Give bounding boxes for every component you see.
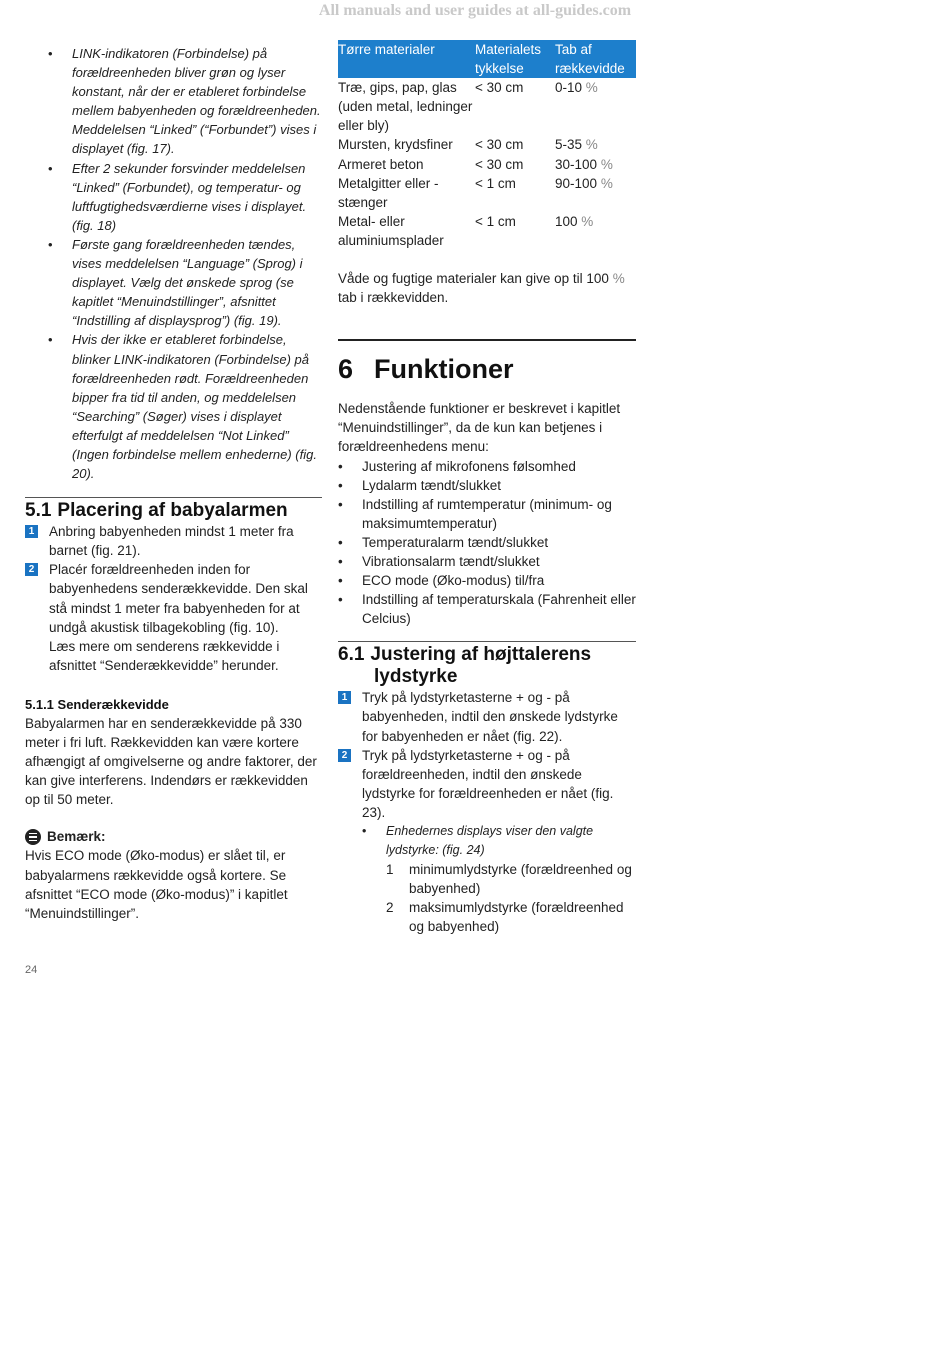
list-item: • ECO mode (Øko-modus) til/fra: [338, 571, 636, 590]
subsection-heading-5-1-1: 5.1.1 Senderækkevidde: [25, 696, 169, 712]
column-header-material: Tørre materialer: [338, 40, 475, 78]
list-item: • LINK-indikatoren (Forbindelse) på forældreenheden bliver grøn og lyser konstant, når der er etableret forbindelse mellem babyenheden og forældreenheden. Meddelelsen “Linked” (“Forbundet”) vises i displayet (fig. 17).: [25, 44, 322, 159]
note-icon: [25, 829, 41, 845]
table-row: [338, 78, 636, 135]
table-row: [338, 135, 636, 154]
table-row: [338, 174, 636, 212]
chapter-divider: [338, 339, 636, 341]
table-cell: Armeret beton: [338, 156, 424, 172]
column-header-thickness: Materialets tykkelse: [475, 40, 555, 78]
step-number-badge: 2: [338, 749, 351, 762]
table-cell: < 30 cm: [475, 156, 524, 172]
list-item: • Justering af mikrofonens følsomhed: [338, 457, 636, 476]
table-cell: Metalgitter eller -stænger: [338, 175, 439, 210]
list-item: • Hvis der ikke er etableret forbindelse, blinker LINK-indikatoren (Forbindelse) på forældreenheden rødt. Forældreenheden bipper fra tid til anden, og meddelelsen “Searching” (Søger) vises i displayet efterfulgt af meddelelsen “Not Linked” (Ingen forbindelse mellem enhederne) (fig. 20).: [25, 330, 322, 483]
section-divider: [25, 497, 322, 498]
note-text: Hvis ECO mode (Øko-modus) er slået til, er babyalarmens rækkevidde også kortere. Se afsnittet “ECO mode (Øko-modus)” i kapitlet “Menuindstillinger”.: [25, 848, 288, 921]
materials-table: [338, 40, 636, 250]
page-number: 24: [25, 964, 38, 976]
section-divider: [338, 641, 636, 642]
wet-materials-note: Våde og fugtige materialer kan give op til 100 % tab i rækkevidden.: [338, 271, 625, 306]
chapter-heading-6: 6 Funktioner: [338, 354, 514, 385]
list-item: • Efter 2 sekunder forsvinder meddelelsen “Linked” (Forbundet), og temperatur- og luftfugtighedsværdierne vises i displayet. (fig. 18): [25, 159, 322, 235]
step-extra-text: Læs mere om senderens rækkevidde i afsnittet “Senderækkevidde” herunder.: [49, 638, 280, 673]
placement-steps: [25, 522, 322, 675]
list-item: 2 maksimumlydstyrke (forældreenhed og babyenhed): [386, 900, 624, 935]
step-item: 2 Tryk på lydstyrketasterne + og - på forældreenheden, indtil den ønskede lydstyrke for forældreenheden er nået (fig. 23).: [338, 746, 636, 822]
note-heading: Bemærk:: [25, 827, 322, 846]
table-cell: < 1 cm: [475, 175, 516, 191]
list-item: • Temperaturalarm tændt/slukket: [338, 533, 636, 552]
step-item: 1 Tryk på lydstyrketasterne + og - på babyenheden, indtil den ønskede lydstyrke for babyenheden er nået (fig. 22).: [338, 688, 636, 745]
table-cell: 0-10 %: [555, 80, 598, 96]
section-heading-5-1: 5.1 Placering af babyalarmen: [25, 500, 288, 522]
list-item: 1 minimumlydstyrke (forældreenhed og babyenhed): [386, 862, 632, 897]
step-number-badge: 2: [25, 563, 38, 576]
functions-list: [338, 457, 636, 629]
section-heading-6-1: 6.1 Justering af højttalerens lydstyrke: [338, 644, 592, 688]
table-cell: < 1 cm: [475, 213, 516, 229]
list-item: • Vibrationsalarm tændt/slukket: [338, 552, 636, 571]
table-cell: < 30 cm: [475, 80, 524, 96]
table-cell: Mursten, krydsfiner: [338, 137, 453, 153]
left-column: [25, 44, 322, 923]
volume-steps: [338, 688, 636, 822]
step-item: 1 Anbring babyenheden mindst 1 meter fra barnet (fig. 21).: [25, 522, 322, 560]
functions-intro: Nedenstående funktioner er beskrevet i kapitlet “Menuindstillinger”, da de kun kan betjenes i forældreenhedens menu:: [338, 401, 621, 455]
table-row: [338, 212, 636, 250]
step-item: 2 Placér forældreenheden inden for babyenhedens senderækkevidde. Den skal stå mindst 1 meter fra babyenheden for at undgå akustisk tilbagekobling (fig. 10). Læs mere om senderens rækkevidde i afsnittet “Senderækkevidde” herunder.: [25, 560, 322, 675]
table-row: [338, 155, 636, 174]
table-cell: Metal- eller aluminiumsplader: [338, 213, 444, 248]
watermark: All manuals and user guides at all-guides.com: [318, 2, 632, 19]
link-status-list: [25, 44, 322, 483]
table-cell: Træ, gips, pap, glas (uden metal, ledninger eller bly): [338, 80, 473, 134]
table-cell: < 30 cm: [475, 137, 524, 153]
table-cell: 30-100 %: [555, 156, 613, 172]
volume-levels-list: [338, 860, 636, 936]
list-item: • Indstilling af temperaturskala (Fahrenheit eller Celcius): [338, 590, 636, 628]
step-number-badge: 1: [338, 691, 351, 704]
right-column: [338, 40, 636, 937]
list-item: • Lydalarm tændt/slukket: [338, 476, 636, 495]
table-cell: 5-35 %: [555, 137, 598, 153]
column-header-loss: Tab af rækkevidde: [555, 40, 636, 78]
list-item: • Enhedernes displays viser den valgte lydstyrke: (fig. 24): [338, 822, 636, 860]
list-item: • Indstilling af rumtemperatur (minimum- og maksimumtemperatur): [338, 495, 636, 533]
step-number-badge: 1: [25, 525, 38, 538]
range-paragraph: Babyalarmen har en senderækkevidde på 330 meter i fri luft. Rækkevidden kan være kortere afhængigt af omgivelserne og andre faktorer, der kan give interferens. Indendørs er rækkevidden op til 50 meter.: [25, 715, 317, 808]
table-cell: 90-100 %: [555, 175, 613, 191]
table-header-row: [338, 40, 636, 78]
table-cell: 100 %: [555, 213, 594, 229]
display-sub-list: [338, 822, 636, 860]
list-item: • Første gang forældreenheden tændes, vises meddelelsen “Language” (Sprog) i displayet. Vælg det ønskede sprog (se kapitlet “Menuindstillinger”, afsnittet “Indstilling af displaysprog”) (fig. 19).: [25, 235, 322, 330]
